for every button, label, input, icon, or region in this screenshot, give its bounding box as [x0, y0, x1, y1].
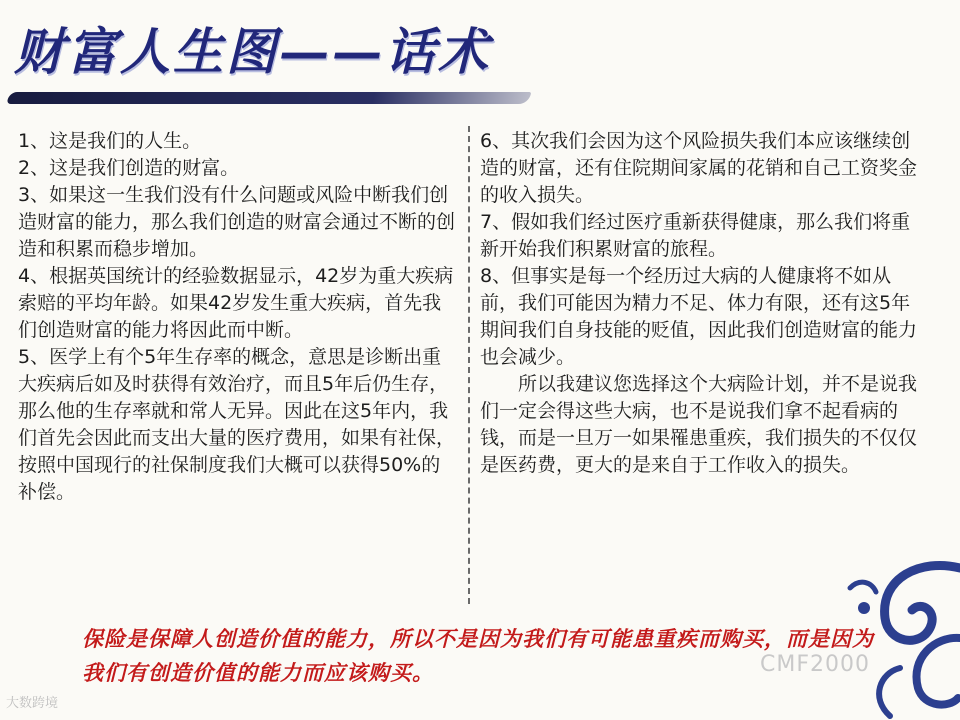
- page-title: 财富人生图——话术: [14, 22, 491, 81]
- list-item: 8、但事实是每一个经历过大病的人健康将不如从前，我们可能因为精力不足、体力有限，还有这5年期间我们自身技能的贬值，因此我们创造财富的能力也会减少。: [480, 265, 918, 368]
- list-item: 3、如果这一生我们没有什么问题或风险中断我们创造财富的能力，那么我们创造的财富会通过不断的创造和积累而稳步增加。: [18, 184, 456, 260]
- left-column: [18, 128, 458, 506]
- list-item: 1、这是我们的人生。: [18, 130, 202, 152]
- watermark-right: CMF2000: [760, 652, 870, 677]
- list-item: 4、根据英国统计的经验数据显示，42岁为重大疾病索赔的平均年龄。如果42岁发生重大疾病，首先我们创造财富的能力将因此而中断。: [18, 265, 454, 341]
- watermark-left: 大数跨境: [6, 696, 59, 711]
- recommendation-paragraph: 所以我建议您选择这个大病险计划，并不是说我们一定会得这些大病，也不是说我们拿不起看病的钱，而是一旦万一如果罹患重疾，我们损失的不仅仅是医药费，更大的是来自于工作收入的损失。: [480, 373, 918, 476]
- right-column: [480, 128, 928, 479]
- conclusion-text: 保险是保障人创造价值的能力，所以不是因为我们有可能患重疾而购买，而是因为我们有创造价值的能力而应该购买。: [82, 626, 874, 685]
- column-divider: [468, 126, 470, 604]
- list-item: 7、假如我们经过医疗重新获得健康，那么我们将重新开始我们积累财富的旅程。: [480, 211, 911, 260]
- list-item: 6、其次我们会因为这个风险损失我们本应该继续创造的财富，还有住院期间家属的花销和自己工资奖金的收入损失。: [480, 130, 918, 206]
- list-item: 2、这是我们创造的财富。: [18, 157, 240, 179]
- list-item: 5、医学上有个5年生存率的概念，意思是诊断出重大疾病后如及时获得有效治疗，而且5年后仍生存，那么他的生存率就和常人无异。因此在这5年内，我们首先会因此而支出大量的医疗费用，如果有社保，按照中国现行的社保制度我们大概可以获得50%的补偿。: [18, 346, 456, 503]
- title-brush-underline: [7, 92, 532, 104]
- blue-cloud-ornament: [840, 548, 960, 720]
